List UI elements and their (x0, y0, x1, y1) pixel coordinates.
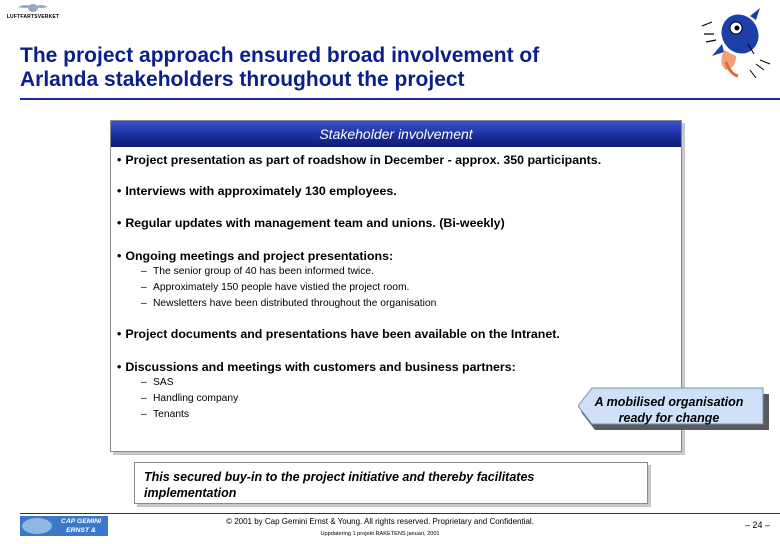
bullet-icon: • (117, 184, 122, 198)
dash-icon: – (141, 409, 147, 420)
callout-line-1: A mobilised organisation (594, 395, 744, 409)
bullet-item (117, 249, 393, 263)
bullet-text: Project documents and presentations have been available on the Intranet. (125, 327, 560, 341)
logo-text: LUFTFARTSVERKET (6, 14, 60, 20)
sub-text: Tenants (153, 409, 190, 420)
wings-icon (18, 2, 48, 14)
luftfartsverket-logo (4, 2, 62, 24)
sub-item (141, 393, 238, 404)
sub-item (141, 266, 374, 277)
bullet-text: Discussions and meetings with customers and business partners: (125, 360, 516, 374)
dash-icon: – (141, 282, 147, 293)
summary-line-1: This secured buy-in to the project initiative and thereby facilitates (144, 470, 535, 484)
copyright-text: © 2001 by Cap Gemini Ernst & Young. All rights reserved. Proprietary and Confidential. (226, 517, 534, 526)
dash-icon: – (141, 298, 147, 309)
bullet-icon: • (117, 360, 122, 374)
bullet-item (117, 153, 601, 167)
sub-item (141, 298, 436, 309)
bullet-item (117, 327, 560, 341)
rocket-mascot-icon (696, 4, 780, 90)
bullet-item (117, 184, 397, 198)
bullet-text: Project presentation as part of roadshow in December - approx. 350 participants. (125, 153, 602, 167)
title-divider (20, 98, 780, 100)
title-line-2: Arlanda stakeholders throughout the project (20, 68, 465, 91)
logo-line-2: ERNST & YOUNG (66, 527, 96, 543)
globe-icon (22, 518, 52, 534)
dash-icon: – (141, 266, 147, 277)
bullet-icon: • (117, 327, 122, 341)
sub-text: The senior group of 40 has been informed twice. (153, 266, 374, 277)
sub-text: Newsletters have been distributed throughout the organisation (153, 298, 437, 309)
mobilised-callout (578, 386, 774, 432)
bullet-icon: • (117, 249, 122, 263)
bullet-text: Interviews with approximately 130 employees. (125, 184, 397, 198)
bullet-item (117, 216, 505, 230)
footer-divider (20, 513, 780, 514)
sub-text: Approximately 150 people have vistied the project room. (153, 282, 410, 293)
sub-item (141, 282, 409, 293)
cap-gemini-logo (20, 516, 108, 543)
summary-line-2: implementation (144, 486, 237, 500)
bullet-icon: • (117, 153, 122, 167)
page-title (20, 44, 660, 92)
sub-text: Handling company (153, 393, 239, 404)
page-number: – 24 – (744, 520, 770, 530)
bullet-item (117, 360, 516, 374)
dash-icon: – (141, 393, 147, 404)
dash-icon: – (141, 377, 147, 388)
sub-text: SAS (153, 377, 174, 388)
title-line-1: The project approach ensured broad involvement of (20, 44, 540, 67)
summary-text (144, 469, 624, 501)
bullet-text: Ongoing meetings and project presentations: (125, 249, 394, 263)
callout-line-2: ready for change (618, 411, 720, 425)
bullet-icon: • (117, 216, 122, 230)
logo-line-1: CAP GEMINI (60, 518, 102, 525)
bullet-text: Regular updates with management team and unions. (Bi-weekly) (125, 216, 505, 230)
summary-box (134, 462, 648, 504)
sub-item (141, 409, 189, 420)
update-note: Uppdatering 1 projekt RAKETENS januari, 2001 (320, 531, 440, 537)
callout-text (578, 394, 760, 426)
sub-item (141, 377, 174, 388)
panel-heading: Stakeholder involvement (111, 121, 681, 147)
